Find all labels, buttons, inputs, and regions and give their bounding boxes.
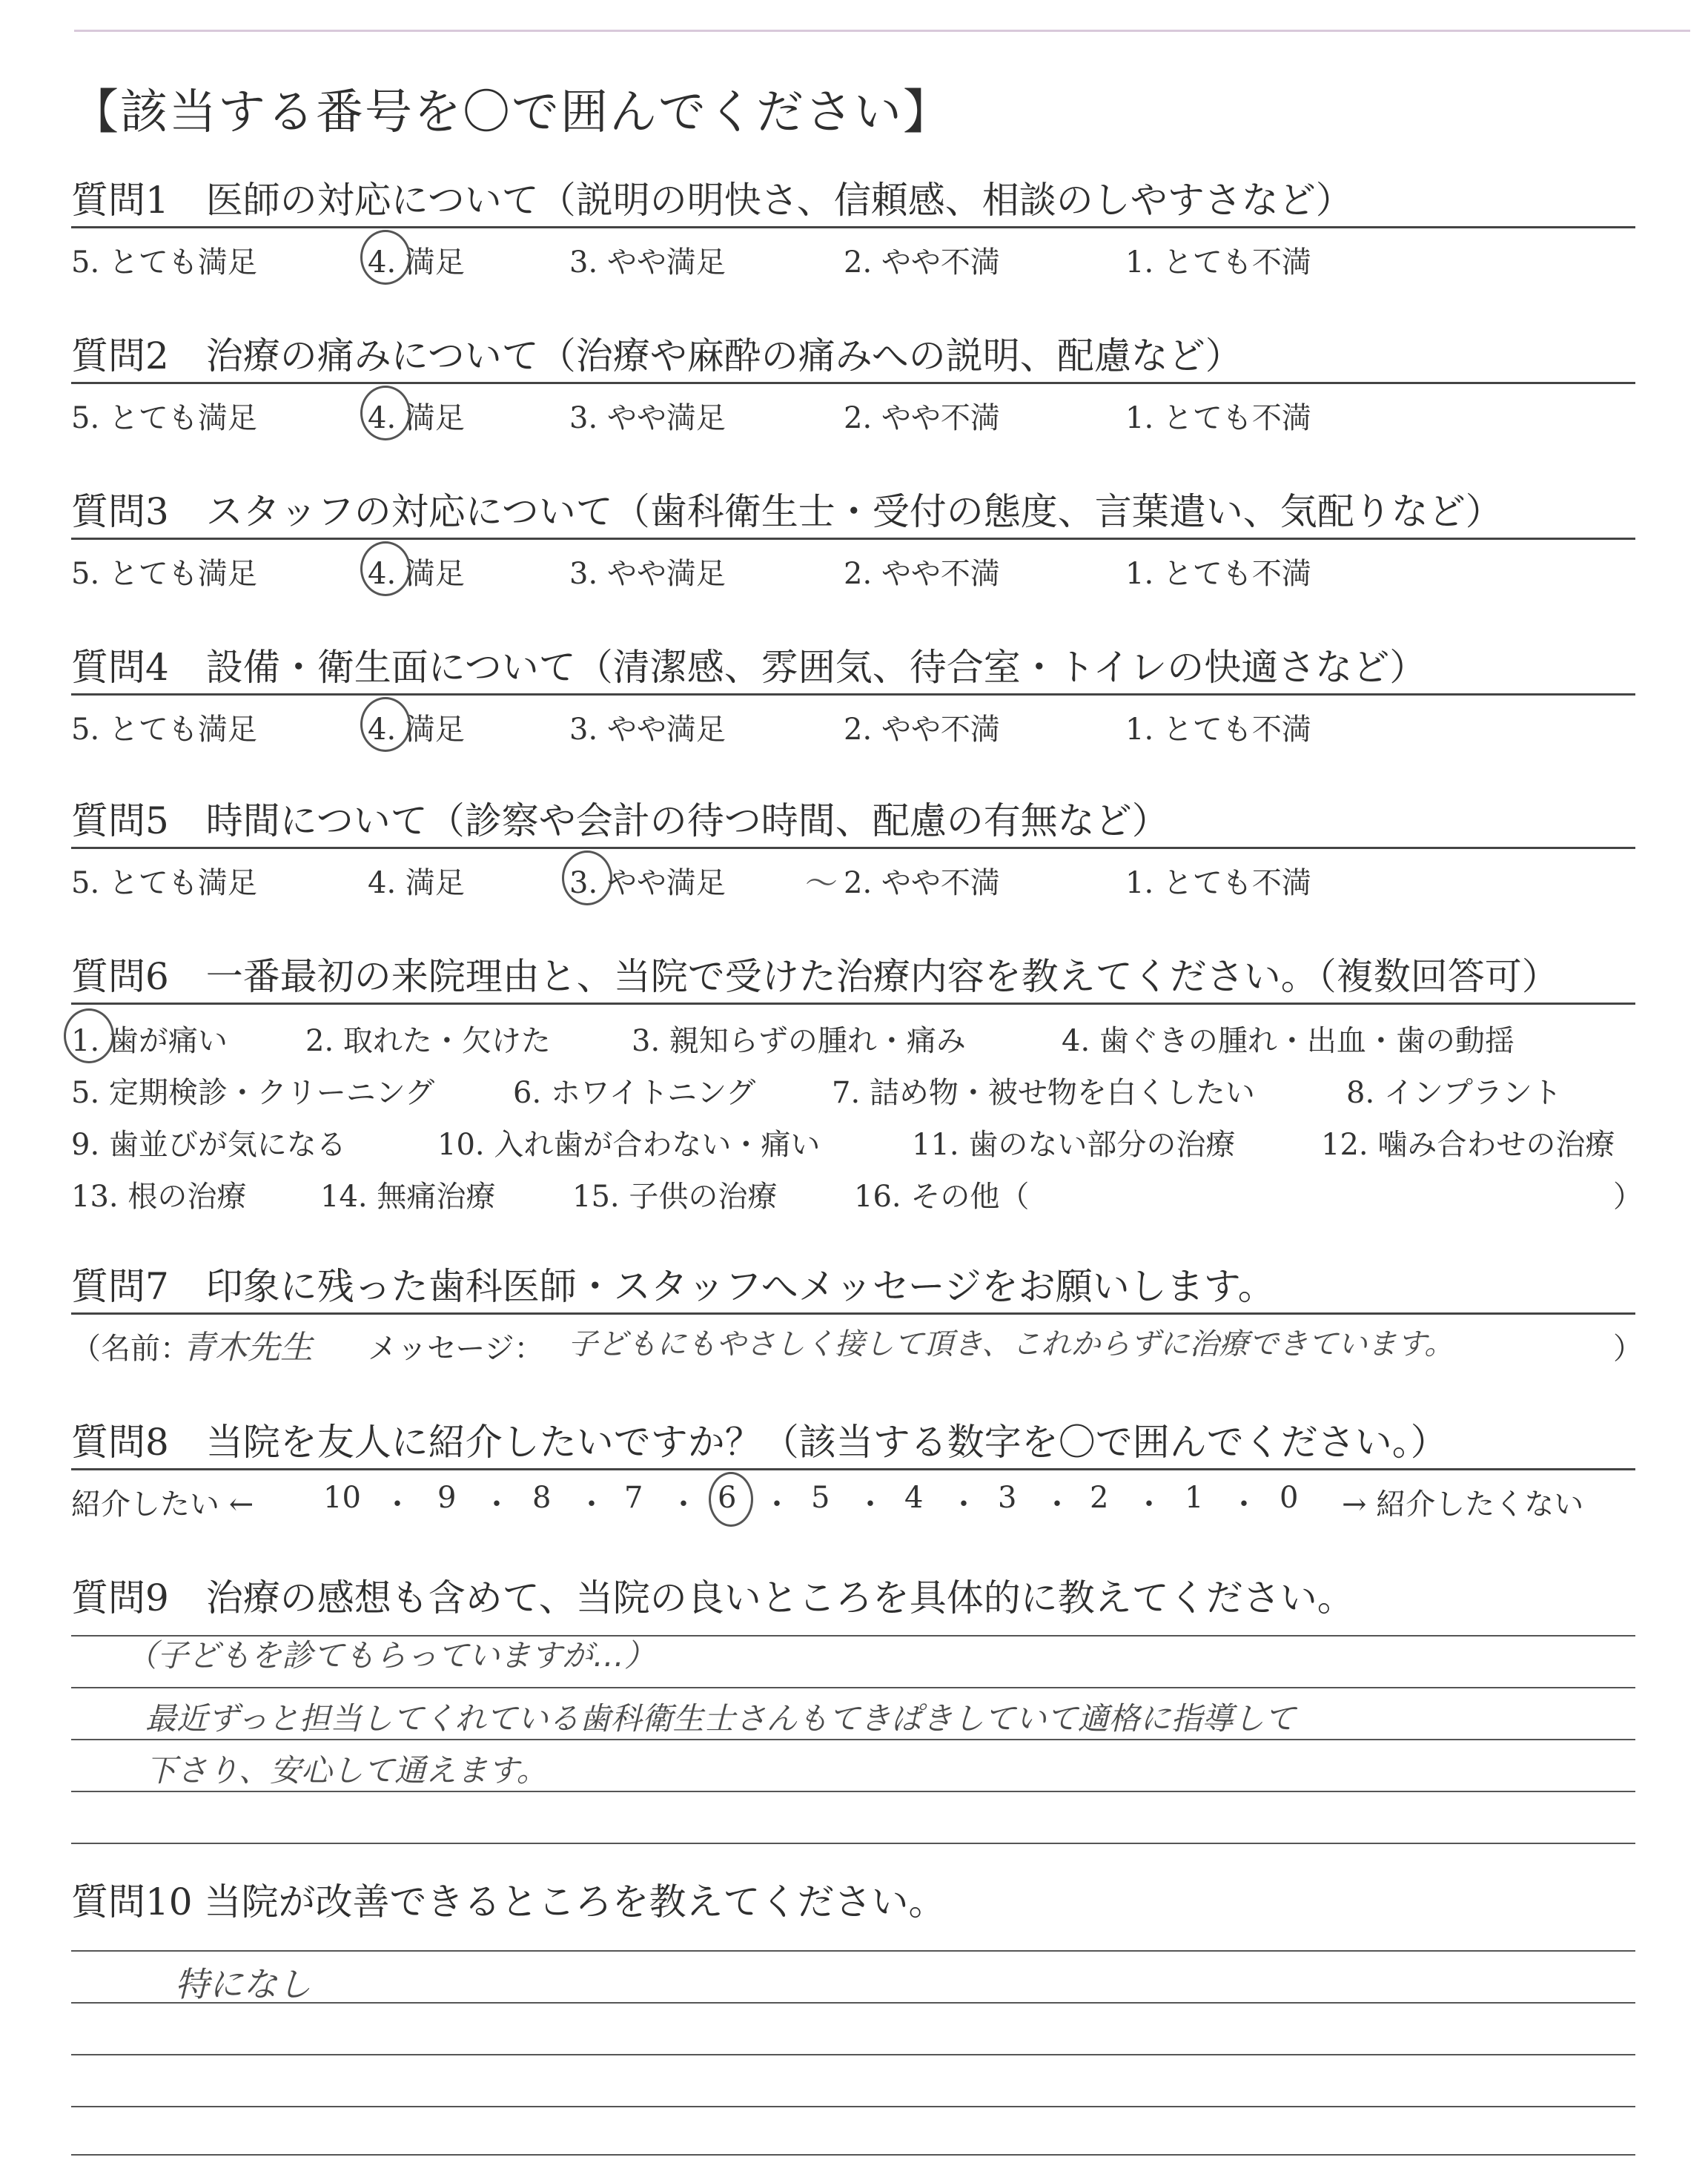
q2-option-2[interactable]: 2. やや不満 <box>844 401 1000 435</box>
q1-option-5[interactable]: 5. とても満足 <box>71 245 257 280</box>
q8-scale-5[interactable]: 5 <box>811 1481 830 1515</box>
q4-option-2[interactable]: 2. やや不満 <box>844 713 1000 747</box>
question-1-options <box>71 228 1635 280</box>
q6-option-5[interactable]: 5. 定期検診・クリーニング <box>71 1076 435 1110</box>
q8-scale-6[interactable]: 6 <box>718 1481 736 1515</box>
question-9-title: 質問9 治療の感想も含めて、当院の良いところを具体的に教えてください。 <box>71 1576 1354 1619</box>
q3-option-3[interactable]: 3. やや満足 <box>569 557 726 591</box>
q1-option-3[interactable]: 3. やや満足 <box>569 245 726 280</box>
q4-option-4[interactable]: 4. 満足 <box>368 706 465 748</box>
question-4-options <box>71 696 1635 747</box>
q3-option-5[interactable]: 5. とても満足 <box>71 557 257 591</box>
q6-option-9[interactable]: 9. 歯並びが気になる <box>71 1128 346 1162</box>
q5-option-5[interactable]: 5. とても満足 <box>71 866 257 900</box>
q6-option-4[interactable]: 4. 歯ぐきの腫れ・出血・歯の動揺 <box>1062 1024 1515 1058</box>
q2-option-5[interactable]: 5. とても満足 <box>71 401 257 435</box>
q4-option-5[interactable]: 5. とても満足 <box>71 713 257 747</box>
q9-answer-text-3[interactable]: 下さり、安心して通えます。 <box>145 1752 548 1789</box>
question-6-title: 質問6 一番最初の来院理由と、当院で受けた治療内容を教えてください。（複数回答可） <box>71 951 1635 1005</box>
question-7-title: 質問7 印象に残った歯科医師・スタッフへメッセージをお願いします。 <box>71 1261 1635 1315</box>
q6-option-7[interactable]: 7. 詰め物・被せ物を白くしたい <box>832 1076 1255 1110</box>
question-5-section <box>71 795 1635 901</box>
question-4-section <box>71 641 1635 747</box>
q8-right-label: → 紹介したくない <box>1342 1487 1584 1522</box>
q4-option-3[interactable]: 3. やや満足 <box>569 713 726 747</box>
q7-name-value[interactable]: 青木先生 <box>182 1329 313 1367</box>
q8-scale-0[interactable]: 0 <box>1280 1481 1299 1515</box>
question-10-section <box>71 1876 1635 1928</box>
q6-option-12[interactable]: 12. 噛み合わせの治療 <box>1321 1128 1615 1162</box>
q2-option-1[interactable]: 1. とても不満 <box>1125 401 1311 435</box>
q8-left-label: 紹介したい ← <box>71 1487 254 1522</box>
question-2-section <box>71 330 1635 436</box>
question-6-section <box>71 951 1643 1218</box>
q6-option-13[interactable]: 13. 根の治療 <box>71 1180 247 1214</box>
q6-option-3[interactable]: 3. 親知らずの腫れ・痛み <box>632 1024 966 1058</box>
question-1-title: 質問1 医師の対応について（説明の明快さ、信頼感、相談のしやすさなど） <box>71 174 1635 228</box>
question-5-options <box>71 849 1635 901</box>
question-2-options <box>71 384 1635 436</box>
q2-option-4[interactable]: 4. 満足 <box>368 394 465 437</box>
top-decorative-rule <box>74 30 1690 32</box>
question-4-title: 質問4 設備・衛生面について（清潔感、雰囲気、待合室・トイレの快適さなど） <box>71 641 1635 696</box>
question-3-title: 質問3 スタッフの対応について（歯科衛生士・受付の態度、言葉遣い、気配りなど） <box>71 486 1635 540</box>
q8-scale-10[interactable]: 10 <box>323 1481 361 1515</box>
question-3-section <box>71 486 1635 592</box>
q6-option-15[interactable]: 15. 子供の治療 <box>572 1180 778 1214</box>
q3-option-2[interactable]: 2. やや不満 <box>844 557 1000 591</box>
q5-hand-mark: 〜 <box>805 865 838 902</box>
q8-scale-7[interactable]: 7 <box>624 1481 643 1515</box>
q7-name-label: （名前： <box>71 1332 190 1366</box>
q5-option-3[interactable]: 3. やや満足 <box>569 859 726 902</box>
q1-option-4[interactable]: 4. 満足 <box>368 239 465 281</box>
q9-answer-line-3 <box>71 1739 1635 1740</box>
question-2-title: 質問2 治療の痛みについて（治療や麻酔の痛みへの説明、配慮など） <box>71 330 1635 384</box>
q10-answer-line-4 <box>71 2106 1635 2107</box>
question-1-section <box>71 174 1635 280</box>
q8-scale-row: 紹介したい ← 10 ・ 9 ・ 8 ・ 7 ・ 6 ・ 5 ・ 4 ・ 3 ・ 2 ・ 1 ・ 0 → 紹介したくない <box>71 1470 1635 1522</box>
q9-answer-line-4 <box>71 1791 1635 1792</box>
question-8-title: 質問8 当院を友人に紹介したいですか？（該当する数字を〇で囲んでください。） <box>71 1416 1635 1470</box>
q1-option-2[interactable]: 2. やや不満 <box>844 245 1000 280</box>
q10-answer-line-3 <box>71 2054 1635 2055</box>
q6-option-2[interactable]: 2. 取れた・欠けた <box>305 1024 551 1058</box>
q7-message-value[interactable]: 子どもにもやさしく接して頂き、これからずに治療できています。 <box>568 1327 1454 1361</box>
q1-option-1[interactable]: 1. とても不満 <box>1125 245 1311 280</box>
q7-message-row <box>71 1315 1643 1370</box>
question-10-title: 質問10 当院が改善できるところを教えてください。 <box>71 1880 946 1923</box>
q8-scale-2[interactable]: 2 <box>1090 1481 1109 1515</box>
page-title: 【該当する番号を〇で囲んでください】 <box>71 85 952 140</box>
q6-option-8[interactable]: 8. インプラント <box>1346 1076 1562 1110</box>
q6-option-11[interactable]: 11. 歯のない部分の治療 <box>912 1128 1236 1162</box>
q6-option-10[interactable]: 10. 入れ歯が合わない・痛い <box>437 1128 821 1162</box>
q9-answer-line-2 <box>71 1687 1635 1688</box>
q8-scale-4[interactable]: 4 <box>904 1481 924 1515</box>
question-9-section <box>71 1572 1635 1624</box>
question-7-section <box>71 1261 1643 1370</box>
q10-answer-text-1[interactable]: 特になし <box>175 1964 311 2004</box>
q8-scale-1[interactable]: 1 <box>1185 1481 1204 1515</box>
q5-option-4[interactable]: 4. 満足 <box>368 866 465 900</box>
q5-option-1[interactable]: 1. とても不満 <box>1125 866 1311 900</box>
q8-scale-3[interactable]: 3 <box>998 1481 1017 1515</box>
q7-message-label: メッセージ： <box>368 1332 544 1366</box>
q7-close-paren: ） <box>1613 1332 1643 1366</box>
q6-option-1[interactable]: 1. 歯が痛い <box>71 1017 228 1060</box>
q4-option-1[interactable]: 1. とても不満 <box>1125 713 1311 747</box>
q6-option-14[interactable]: 14. 無痛治療 <box>320 1180 496 1214</box>
q9-answer-line-5 <box>71 1843 1635 1844</box>
question-5-title: 質問5 時間について（診察や会計の待つ時間、配慮の有無など） <box>71 795 1635 849</box>
q9-answer-text-2[interactable]: 最近ずっと担当してくれている歯科衛生士さんもてきぱきしていて適格に指導して <box>145 1700 1296 1737</box>
q9-answer-text-1[interactable]: （子どもを診てもらっていますが…） <box>126 1637 656 1674</box>
q10-answer-line-1 <box>71 1950 1635 1952</box>
q2-option-3[interactable]: 3. やや満足 <box>569 401 726 435</box>
q6-option-16[interactable]: 16. その他（ <box>854 1180 1030 1214</box>
q3-option-1[interactable]: 1. とても不満 <box>1125 557 1311 591</box>
q6-option-6[interactable]: 6. ホワイトニング <box>513 1076 756 1110</box>
q5-option-2[interactable]: 2. やや不満 <box>844 866 1000 900</box>
q6-other-close-paren: ） <box>1613 1180 1643 1214</box>
q8-scale-8[interactable]: 8 <box>532 1481 552 1515</box>
q8-scale-9[interactable]: 9 <box>437 1481 457 1515</box>
question-8-section <box>71 1416 1635 1522</box>
q3-option-4[interactable]: 4. 満足 <box>368 550 465 592</box>
q10-answer-line-5 <box>71 2154 1635 2156</box>
question-3-options <box>71 540 1635 592</box>
